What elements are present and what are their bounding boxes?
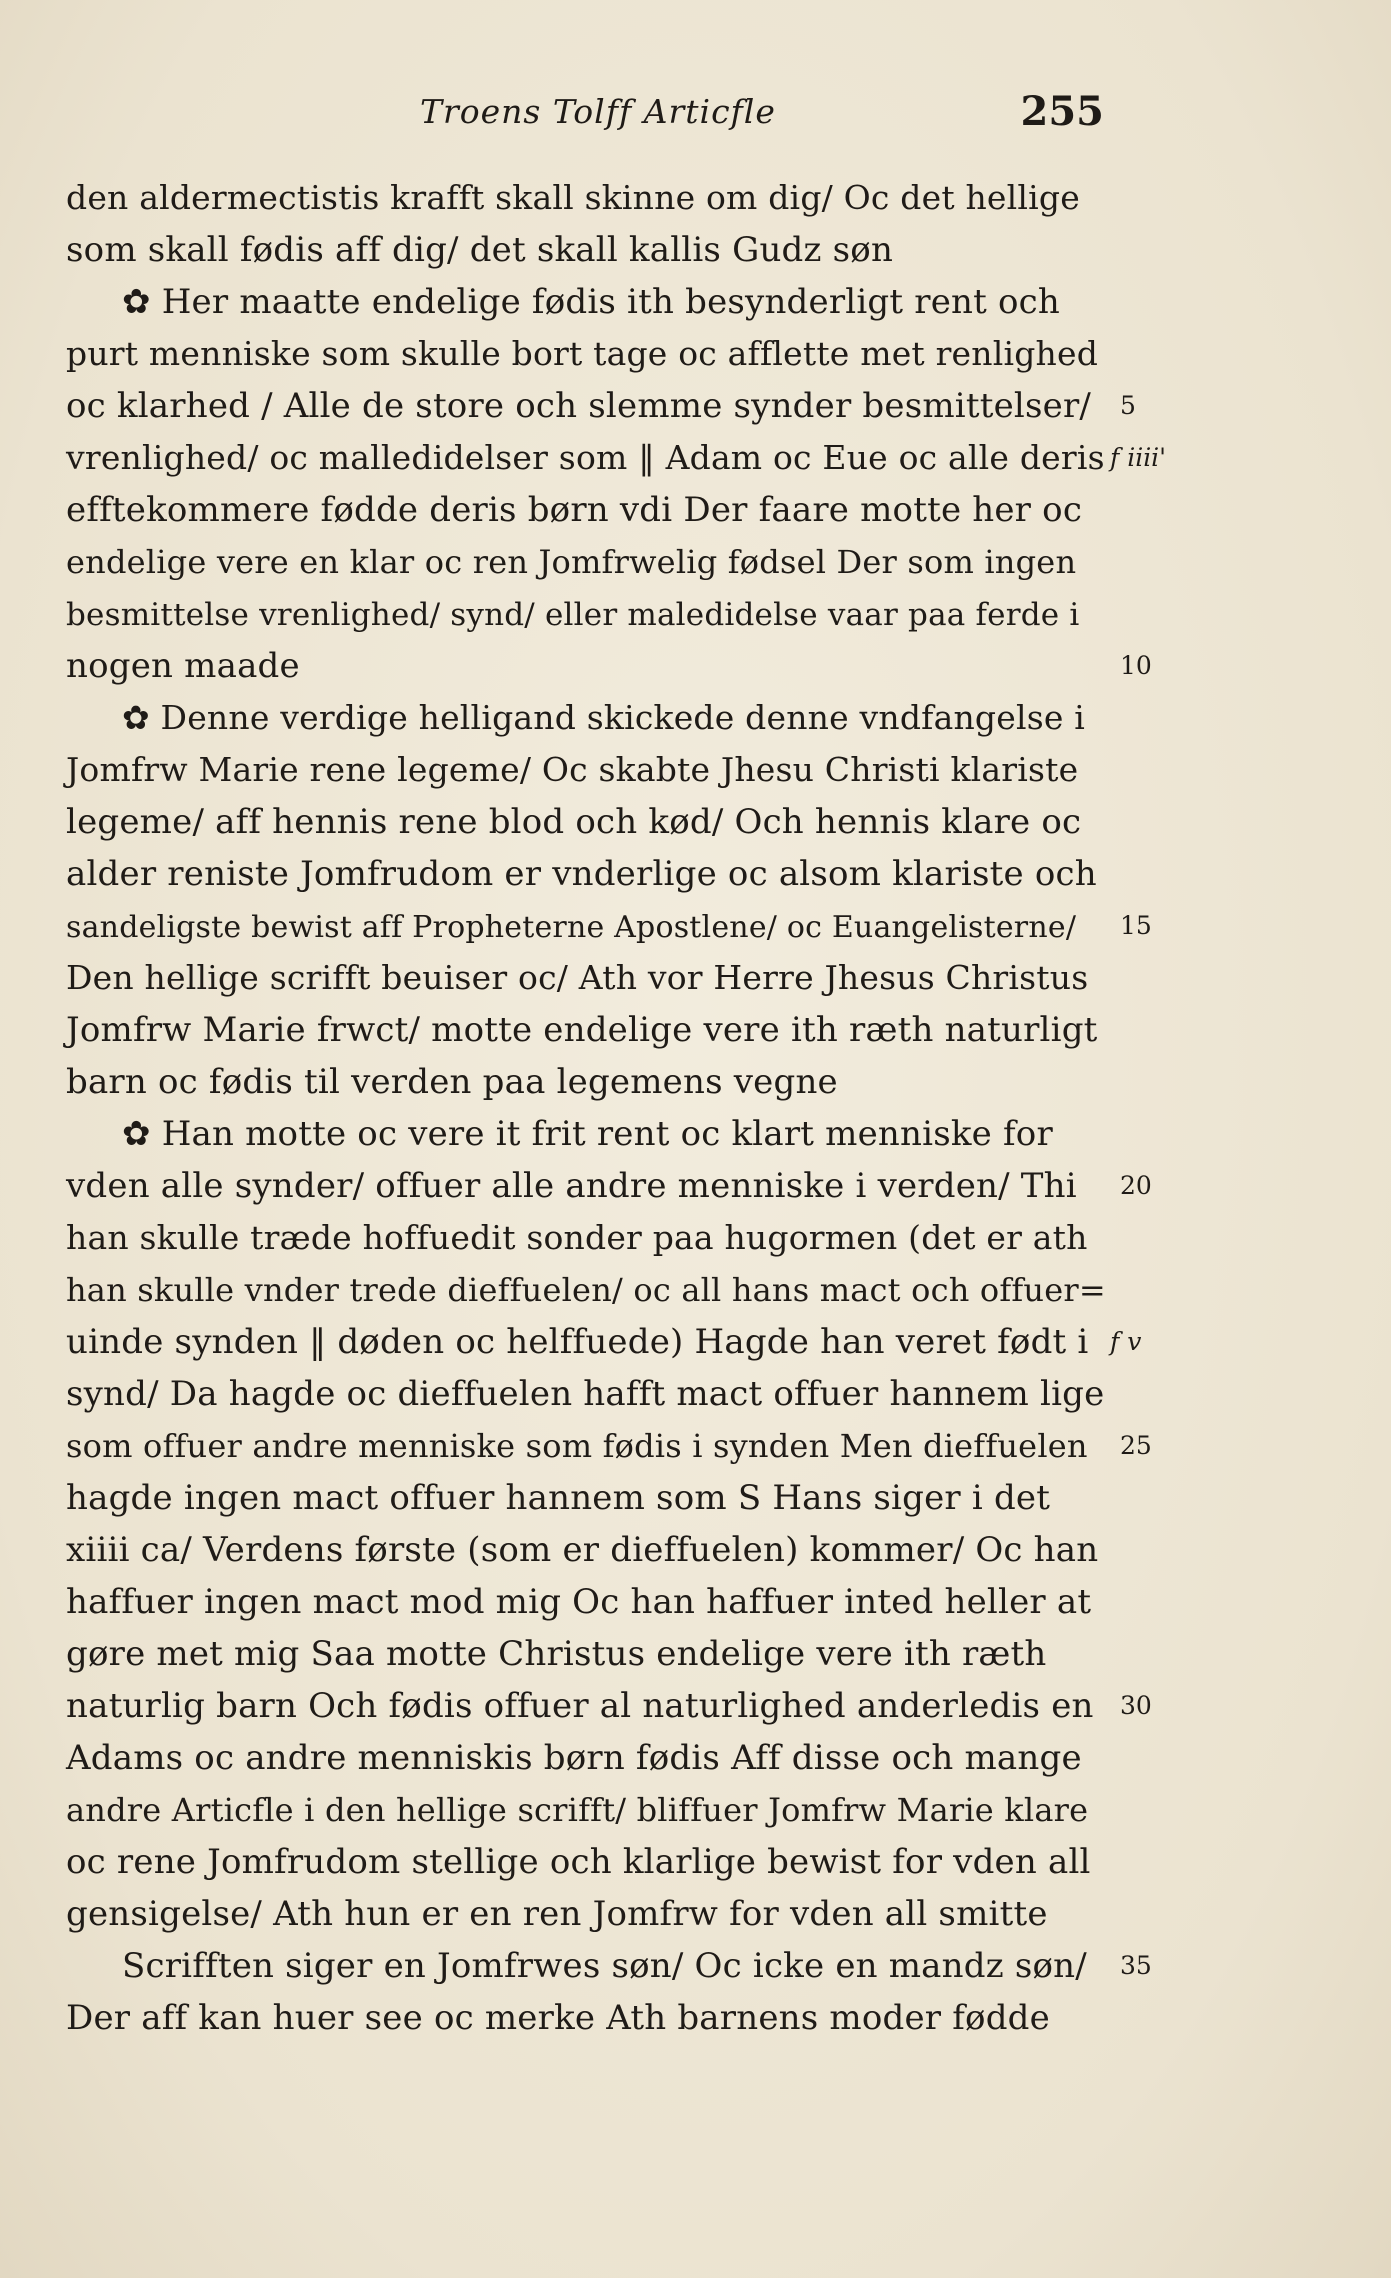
line-text: Jomfrw Marie frwct/ motte endelige vere ith ræth naturligt [66,1010,1098,1050]
text-line [66,172,1106,224]
text-line [66,1732,1106,1784]
line-text: vden alle synder/ offuer alle andre menniske i verden/ Thi [66,1166,1077,1206]
text-line [66,1784,1106,1836]
line-text: andre Articfle i den hellige scrifft/ bliffuer Jomfrw Marie klare [66,1791,1089,1829]
line-text: legeme/ aff hennis rene blod och kød/ Och hennis klare oc [66,802,1082,842]
margin-signature-note: f v [1110,1327,1142,1356]
text-line [66,432,1167,484]
text-line [66,1316,1142,1368]
text-line [66,328,1106,380]
text-line [66,848,1106,900]
line-text: purt menniske som skulle bort tage oc afflette met renlighed [66,334,1099,373]
line-text: Der aff kan huer see oc merke Ath barnens moder fødde [66,1998,1050,2038]
line-text: endelige vere en klar oc ren Jomfrwelig fødsel Der som ingen [66,543,1077,581]
text-line [66,1108,1106,1160]
text-line [66,1576,1106,1628]
line-text: som skall fødis aff dig/ det skall kallis Gudz søn [66,230,894,270]
text-line [66,1160,1152,1212]
line-text: oc klarhed / Alle de store och slemme synder besmittelser/ [66,386,1092,426]
line-text: Adams oc andre menniskis børn fødis Aff disse och mange [66,1738,1082,1778]
text-line [66,1472,1106,1524]
line-text: Den hellige scrifft beuiser oc/ Ath vor Herre Jhesus Christus [66,958,1089,997]
text-line [66,744,1106,796]
line-text: ✿ Her maatte endelige fødis ith besynderligt rent och [122,282,1061,322]
text-line [66,1628,1106,1680]
line-text: haffuer ingen mact mod mig Oc han haffuer inted heller at [66,1582,1092,1622]
line-text: efftekommere fødde deris børn vdi Der faare motte her oc [66,490,1083,530]
text-line [66,1420,1152,1472]
line-text: synd/ Da hagde oc dieffuelen hafft mact offuer hannem lige [66,1374,1105,1414]
line-number: 5 [1120,391,1136,420]
text-line [66,1680,1152,1732]
text-line [66,952,1106,1004]
line-text: besmittelse vrenlighed/ synd/ eller maledidelse vaar paa ferde i [66,597,1080,633]
text-line [66,900,1152,952]
line-text: gensigelse/ Ath hun er en ren Jomfrw for vden all smitte [66,1894,1048,1934]
line-number: 10 [1120,651,1152,680]
line-number: 20 [1120,1171,1152,1200]
body-text [66,172,1167,2044]
line-text: hagde ingen mact offuer hannem som S Hans siger i det [66,1478,1051,1518]
line-text: han skulle vnder trede dieffuelen/ oc all hans mact och offuer= [66,1271,1106,1309]
text-line [66,536,1106,588]
line-text: gøre met mig Saa motte Christus endelige vere ith ræth [66,1634,1047,1674]
line-text: ✿ Han motte oc vere it frit rent oc klart menniske for [122,1114,1053,1154]
text-line [66,1940,1152,1992]
line-text: sandeligste bewist aff Propheterne Apostlene/ oc Euangelisterne/ [66,910,1077,945]
text-line [66,640,1152,692]
margin-signature-note: f iiii' [1110,443,1167,472]
text-line [66,1836,1106,1888]
text-line [66,796,1106,848]
page-header [64,88,1104,144]
text-line [66,276,1106,328]
running-title: Troens Tolff Articfle [420,92,776,131]
line-text: som offuer andre menniske som fødis i synden Men dieffuelen [66,1427,1088,1465]
line-number: 25 [1120,1431,1152,1460]
line-number: 30 [1120,1691,1152,1720]
text-line [66,1524,1106,1576]
line-text: uinde synden ‖ døden oc helffuede) Hagde han veret født i [66,1322,1089,1362]
page-number: 255 [1020,88,1104,135]
line-text: naturlig barn Och fødis offuer al naturlighed anderledis en [66,1686,1094,1726]
text-line [66,484,1106,536]
line-text: xiiii ca/ Verdens første (som er dieffuelen) kommer/ Oc han [66,1530,1099,1570]
line-text: nogen maade [66,646,300,686]
text-line [66,1888,1106,1940]
line-text: Jomfrw Marie rene legeme/ Oc skabte Jhesu Christi klariste [66,750,1079,789]
text-line [66,588,1106,640]
text-line [66,1264,1106,1316]
text-line [66,1056,1106,1108]
line-text: vrenlighed/ oc malledidelser som ‖ Adam oc Eue oc alle deris [66,438,1105,477]
text-line [66,380,1136,432]
line-text: barn oc fødis til verden paa legemens vegne [66,1062,838,1102]
text-line [66,1212,1106,1264]
line-text: ✿ Denne verdige helligand skickede denne vndfangelse i [122,698,1086,737]
line-number: 15 [1120,911,1152,940]
text-line [66,1992,1106,2044]
text-line [66,224,1106,276]
text-line [66,1004,1106,1056]
line-number: 35 [1120,1951,1152,1980]
line-text: oc rene Jomfrudom stellige och klarlige bewist for vden all [66,1842,1091,1882]
line-text: den aldermectistis krafft skall skinne om dig/ Oc det hellige [66,178,1080,217]
line-text: han skulle træde hoffuedit sonder paa hugormen (det er ath [66,1218,1088,1257]
text-line [66,692,1106,744]
line-text: Scrifften siger en Jomfrwes søn/ Oc icke en mandz søn/ [122,1946,1087,1986]
text-line [66,1368,1106,1420]
line-text: alder reniste Jomfrudom er vnderlige oc alsom klariste och [66,854,1097,894]
